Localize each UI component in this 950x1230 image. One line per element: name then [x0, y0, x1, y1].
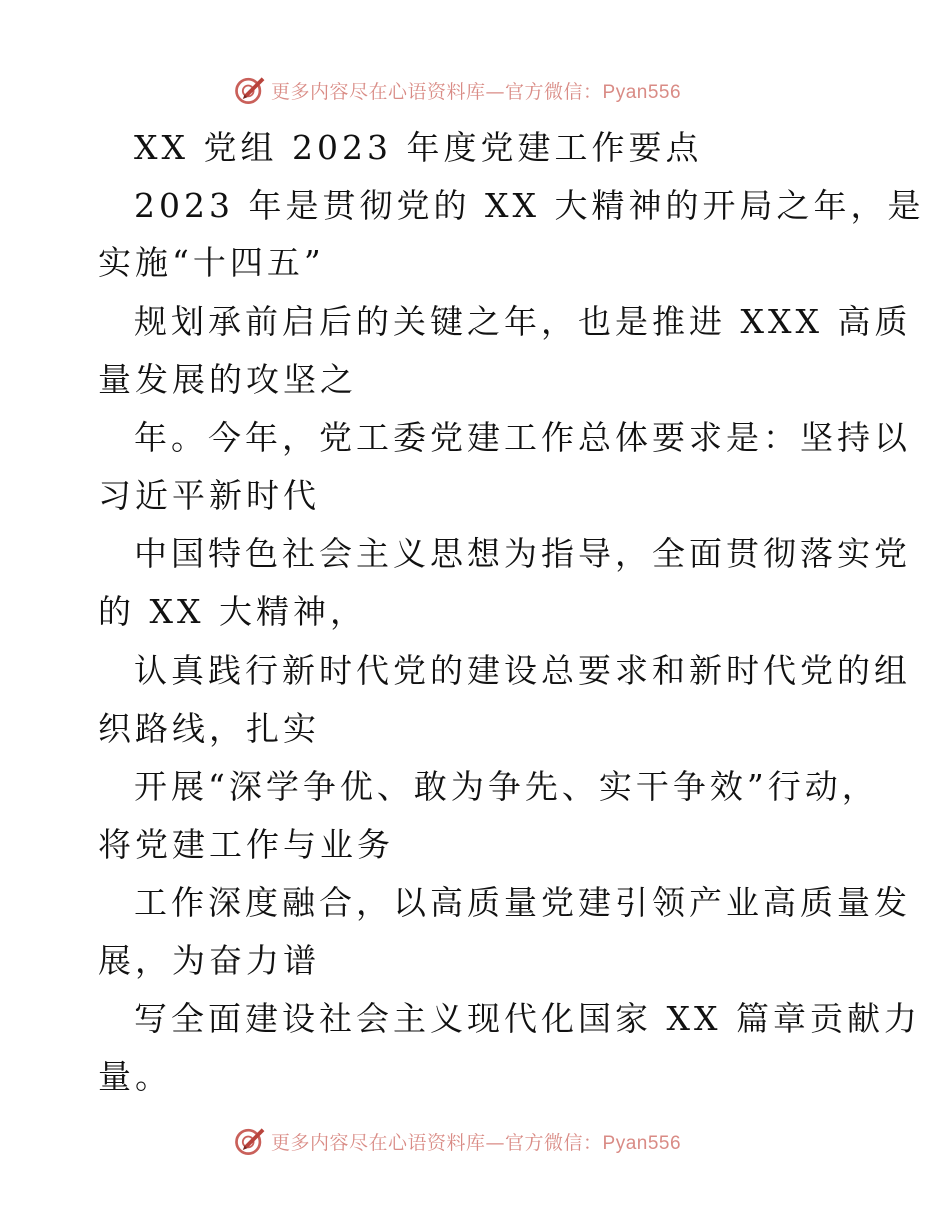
body-line: 中国特色社会主义思想为指导，全面贯彻落实党 [134, 534, 911, 573]
body-line: 量。 [98, 1057, 172, 1096]
pen-logo-icon [232, 1123, 268, 1159]
body-line: 的 XX 大精神， [98, 592, 367, 631]
document-title: XX 党组 2023 年度党建工作要点 [134, 128, 703, 167]
watermark-banner-bottom [232, 1121, 681, 1161]
body-line: 开展“深学争优、敢为争先、实干争效”行动， [134, 767, 879, 806]
body-line: 习近平新时代 [98, 476, 320, 515]
body-line: 织路线，扎实 [98, 709, 320, 748]
body-line: 量发展的攻坚之 [98, 360, 357, 399]
body-line: 工作深度融合，以高质量党建引领产业高质量发 [134, 883, 911, 922]
body-line: 年。今年，党工委党建工作总体要求是：坚持以 [134, 418, 911, 457]
body-line: 展，为奋力谱 [98, 941, 320, 980]
pen-logo-icon [232, 72, 268, 108]
body-line: 规划承前启后的关键之年，也是推进 XXX 高质 [134, 302, 912, 341]
watermark-banner-top [232, 70, 681, 110]
body-line: 认真践行新时代党的建设总要求和新时代党的组 [134, 651, 911, 690]
body-line: 将党建工作与业务 [98, 825, 394, 864]
body-line: 2023 年是贯彻党的 XX 大精神的开局之年，是 [134, 186, 925, 225]
body-line: 实施“十四五” [98, 243, 325, 282]
watermark-text: 更多内容尽在心语资料库—官方微信：Pyan556 [271, 80, 682, 103]
body-line: 写全面建设社会主义现代化国家 XX 篇章贡献力 [134, 999, 921, 1038]
watermark-text: 更多内容尽在心语资料库—官方微信：Pyan556 [271, 1131, 682, 1154]
